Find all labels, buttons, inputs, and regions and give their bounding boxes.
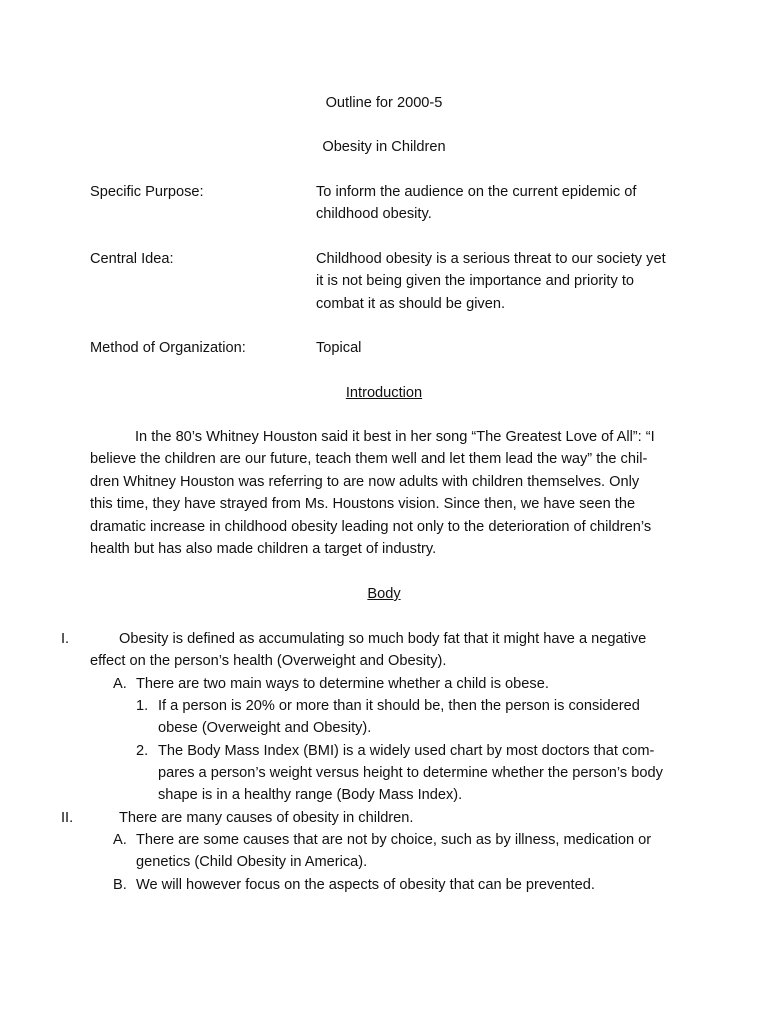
outline-marker-i-a-2: 2. [136,743,149,759]
outline-item-i-a-2-line: The Body Mass Index (BMI) is a widely used chart by most doctors that com- [158,743,655,759]
outline-item-i-line: effect on the person’s health (Overweight and Obesity). [90,653,447,669]
method-label: Method of Organization: [90,340,246,356]
paragraph-line: dren Whitney Houston was referring to are now adults with children themselves. Only [90,473,640,490]
central-idea-value [316,248,696,315]
outline-item-i-a-1-line: obese (Overweight and Obesity). [158,720,372,736]
outline-marker-i: I. [61,631,70,647]
central-idea-line: Childhood obesity is a serious threat to our society yet [316,251,666,267]
outline-item-ii: There are many causes of obesity in children. [119,810,414,826]
outline-marker-i-a: A. [113,676,127,692]
outline-marker-i-a-1: 1. [136,698,149,714]
specific-purpose-line: childhood obesity. [316,206,432,223]
outline-marker-ii: II. [61,810,74,826]
central-idea-line: it is not being given the importance and priority to [316,273,634,290]
outline-marker-ii-a: A. [113,832,127,848]
outline-item-i-a-1-line: If a person is 20% or more than it should be, then the person is considered [158,698,640,714]
outline-item-ii-a-line: There are some causes that are not by choice, such as by illness, medication or [136,832,652,848]
paragraph-line: this time, they have strayed from Ms. Houstons vision. Since then, we have seen the [90,496,636,513]
paragraph-line: believe the children are our future, teach them well and let them lead the way” the chil- [90,451,648,468]
outline-item-i-a: There are two main ways to determine whether a child is obese. [136,676,549,692]
document-subtitle: Obesity in Children [322,139,446,155]
outline-item-i-a-2-line: shape is in a healthy range (Body Mass Index). [158,787,463,803]
outline-item-ii-a-line: genetics (Child Obesity in America). [136,854,368,870]
paragraph-line: In the 80’s Whitney Houston said it best in her song “The Greatest Love of All”: “I [135,429,655,445]
introduction-paragraph [90,426,690,560]
document-title: Outline for 2000-5 [325,95,443,111]
specific-purpose-line: To inform the audience on the current epidemic of [316,184,637,200]
outline-item-i-line: Obesity is defined as accumulating so much body fat that it might have a negative [119,631,647,647]
specific-purpose-value [316,181,696,226]
specific-purpose-label: Specific Purpose: [90,184,204,200]
paragraph-line: health but has also made children a target of industry. [90,541,437,558]
central-idea-line: combat it as should be given. [316,295,506,312]
outline-marker-ii-b: B. [113,877,127,893]
outline-item-i-a-2-line: pares a person’s weight versus height to determine whether the person’s body [158,765,663,781]
central-idea-label: Central Idea: [90,251,174,267]
introduction-heading: Introduction [345,385,423,401]
outline-item-ii-b: We will however focus on the aspects of obesity that can be prevented. [136,877,595,893]
method-value: Topical [316,340,362,356]
body-heading: Body [367,586,401,602]
paragraph-line: dramatic increase in childhood obesity leading not only to the deterioration of children’s [90,518,652,535]
